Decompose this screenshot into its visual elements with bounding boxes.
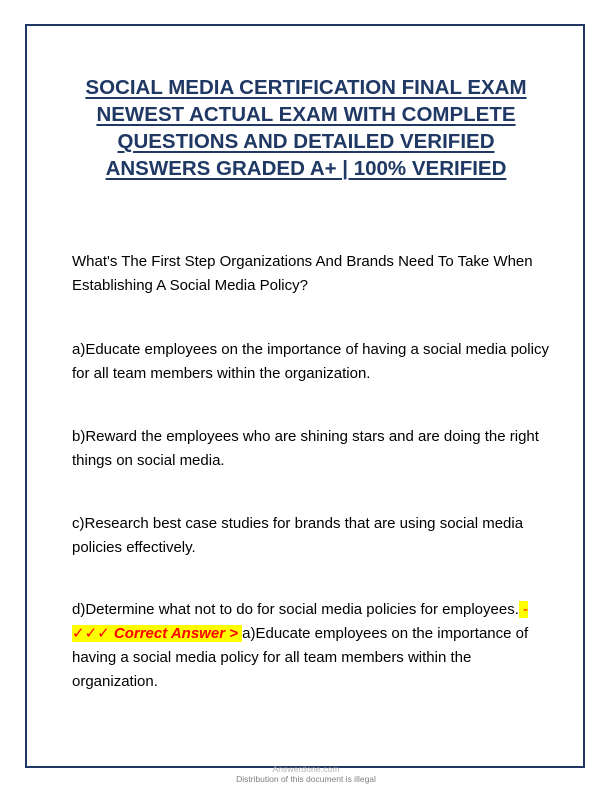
checkmark-icon: ✓✓✓ bbox=[72, 625, 110, 642]
distribution-notice: Distribution of this document is illegal bbox=[236, 774, 376, 784]
answer-prefix: - bbox=[518, 601, 529, 618]
watermark-text: Answerdone.com bbox=[272, 764, 340, 774]
correct-answer-text: a)Educate employees on the importance of having a social media policy for all team members within the organization. bbox=[72, 625, 529, 690]
option-c: c)Research best case studies for brands that are using social media policies effectively. bbox=[72, 515, 524, 556]
question-text: What's The First Step Organizations And Brands Need To Take When Establishing A Social Media Policy? bbox=[72, 253, 533, 294]
correct-answer-label: Correct Answer > bbox=[109, 625, 243, 642]
document-title bbox=[50, 74, 562, 182]
option-b: b)Reward the employees who are shining stars and are doing the right things on social media. bbox=[72, 428, 539, 469]
title-line-1: SOCIAL MEDIA CERTIFICATION FINAL EXAM bbox=[85, 76, 527, 99]
page-footer bbox=[0, 764, 612, 784]
option-d: d)Determine what not to do for social media policies for employees. bbox=[72, 601, 519, 618]
title-line-3: QUESTIONS AND DETAILED VERIFIED bbox=[117, 130, 495, 153]
option-d-with-answer bbox=[72, 598, 552, 694]
title-line-4: ANSWERS GRADED A+ | 100% VERIFIED bbox=[105, 157, 507, 180]
option-a: a)Educate employees on the importance of having a social media policy for all team members within the organization. bbox=[72, 341, 549, 382]
title-line-2: NEWEST ACTUAL EXAM WITH COMPLETE bbox=[96, 103, 516, 126]
